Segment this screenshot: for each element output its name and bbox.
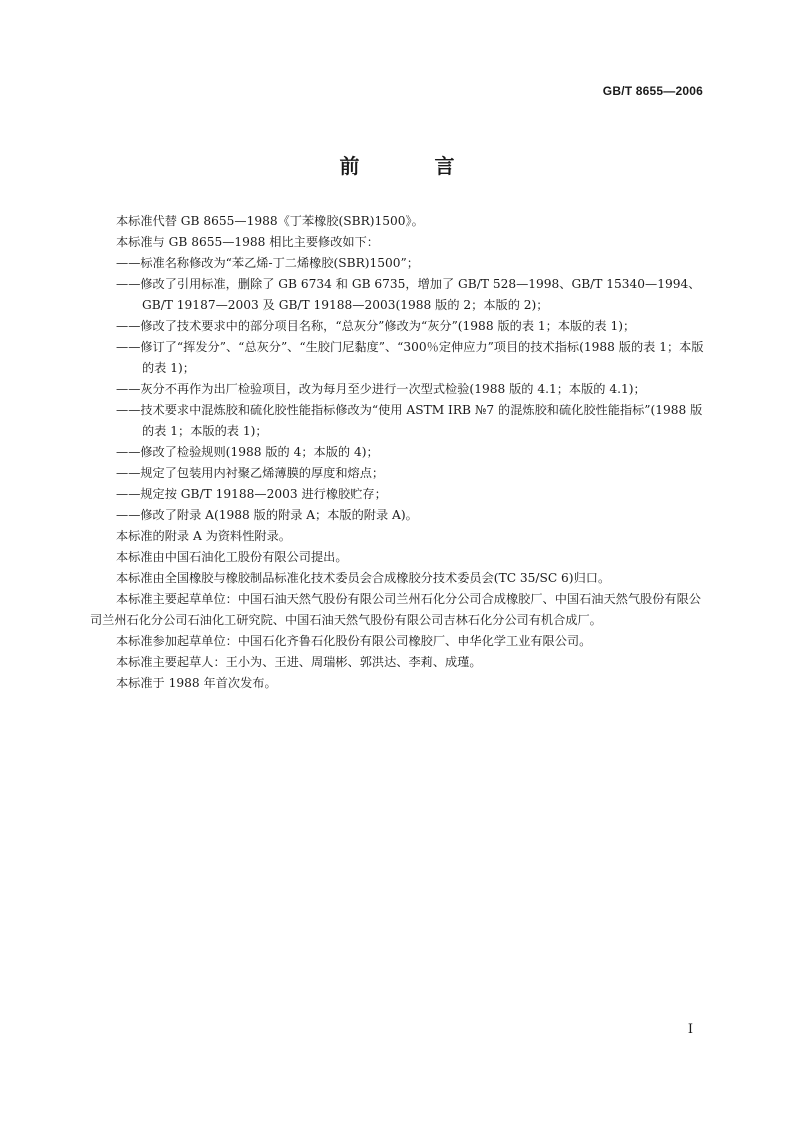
paragraph-appendix: 本标准的附录 A 为资料性附录。	[116, 529, 291, 543]
page-number: I	[687, 1022, 693, 1037]
change-item: ——修订了“挥发分”、“总灰分”、“生胶门尼黏度”、“300％定伸应力”项目的技术指标(1988 版的表 1；本版的表 1)；	[116, 340, 704, 375]
change-item: ——修改了附录 A(1988 版的附录 A；本版的附录 A)。	[116, 508, 418, 522]
change-item: ——标准名称修改为“苯乙烯-丁二烯橡胶(SBR)1500”；	[116, 256, 419, 270]
paragraph-proposer: 本标准由中国石油化工股份有限公司提出。	[116, 550, 348, 564]
page-title: 前 言	[339, 154, 489, 178]
foreword-body	[90, 211, 704, 694]
change-item: ——修改了检验规则(1988 版的 4；本版的 4)；	[116, 445, 379, 459]
paragraph-replaces: 本标准代替 GB 8655—1988《丁苯橡胶(SBR)1500》。	[116, 214, 424, 228]
paragraph-changes-intro: 本标准与 GB 8655—1988 相比主要修改如下：	[116, 235, 379, 249]
change-item: ——规定了包装用内衬聚乙烯薄膜的厚度和熔点；	[116, 466, 385, 480]
paragraph-committee: 本标准由全国橡胶与橡胶制品标准化技术委员会合成橡胶分技术委员会(TC 35/SC 6)归口。	[116, 571, 611, 585]
paragraph-main-authors: 本标准主要起草人：王小为、王进、周瑞彬、郭洪达、李莉、成瑾。	[116, 655, 482, 669]
paragraph-main-drafters: 本标准主要起草单位：中国石油天然气股份有限公司兰州石化分公司合成橡胶厂、中国石油天然气股份有限公司兰州石化分公司石油化工研究院、中国石油天然气股份有限公司吉林石化分公司有机合成厂。	[90, 592, 701, 627]
change-item: ——灰分不再作为出厂检验项目，改为每月至少进行一次型式检验(1988 版的 4.1；本版的 4.1)；	[116, 382, 646, 396]
paragraph-participating-drafters: 本标准参加起草单位：中国石化齐鲁石化股份有限公司橡胶厂、申华化学工业有限公司。	[116, 634, 592, 648]
paragraph-first-issued: 本标准于 1988 年首次发布。	[116, 676, 277, 690]
standard-code-header: GB/T 8655—2006	[602, 84, 703, 98]
change-item: ——修改了引用标准，删除了 GB 6734 和 GB 6735，增加了 GB/T 528—1998、GB/T 15340—1994、GB/T 19187—2003 及 GB/T 19188—2003(1988 版的 2；本版的 2)；	[116, 277, 701, 312]
change-item: ——修改了技术要求中的部分项目名称，“总灰分”修改为“灰分”(1988 版的表 1；本版的表 1)；	[116, 319, 636, 333]
change-item: ——技术要求中混炼胶和硫化胶性能指标修改为“使用 ASTM IRB №7 的混炼胶和硫化胶性能指标”(1988 版的表 1；本版的表 1)；	[116, 403, 703, 438]
change-item: ——规定按 GB/T 19188—2003 进行橡胶贮存；	[116, 487, 387, 501]
